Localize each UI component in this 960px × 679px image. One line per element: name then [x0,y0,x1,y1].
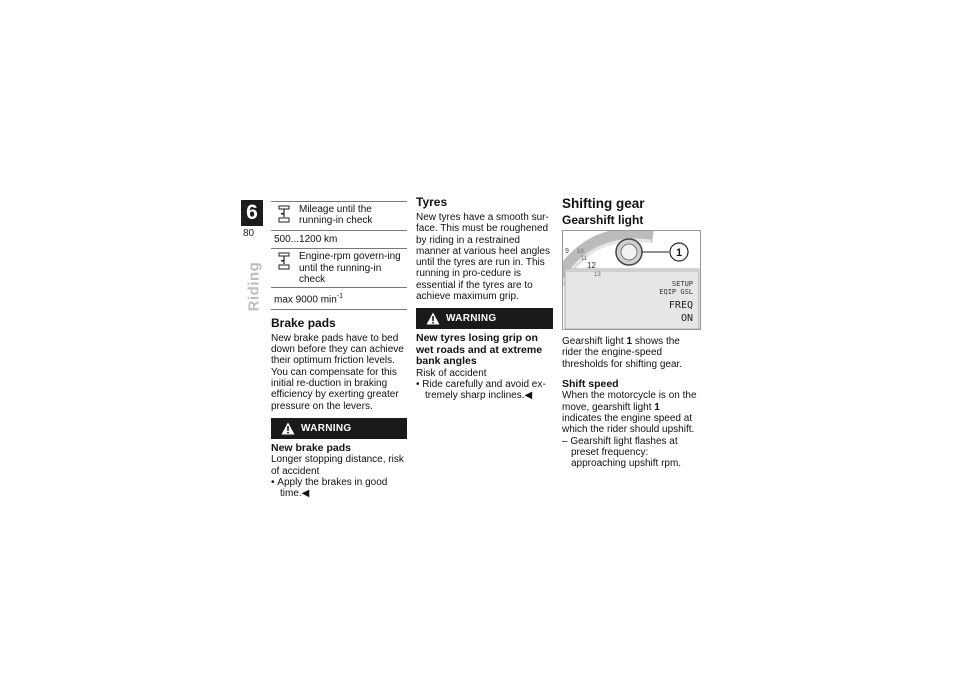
table-label: Mileage until the running-in check [299,204,373,227]
list-item [271,477,407,500]
body-text: When the motorcycle is on the move, gearshift light [562,390,697,413]
column-2 [416,196,553,402]
tyres-body: New tyres have a smooth sur-face. This must be roughened by riding in a restrained manner at various heel angles until the tyres are run in. This running in pro-cedure is essential if the tyres are to achieve maximum grip. [416,212,550,303]
bullet-text: Ride carefully and avoid ex-tremely sharp inclines. [422,379,546,402]
tyres-heading: Tyres [416,195,448,209]
display-setting-value: ON [680,313,693,324]
warning-title: New tyres losing grip on wet roads and at extreme bank angles [416,332,543,368]
rpm-unit-exponent: -1 [336,293,344,301]
running-in-table [271,201,407,310]
warning-title: New brake pads [271,441,351,454]
section-tab-label: Riding [245,261,263,312]
table-label: Engine-rpm govern-ing until the running-in check [299,251,401,285]
warning-triangle-icon [281,422,295,435]
shift-speed-heading: Shift speed [562,377,619,390]
bullet-marker: • [416,379,423,391]
bullet-marker: • [271,476,278,488]
warning-triangle-icon [426,312,440,325]
warning-text: Risk of accident [416,367,487,379]
table-row [271,202,407,231]
gearshift-light-subheading: Gearshift light [562,213,644,227]
warning-banner [416,308,553,329]
brake-pads-heading: Brake pads [271,315,336,330]
rpm-gauge-icon [278,252,290,270]
instrument-cluster-figure [562,230,701,330]
warning-label: WARNING [301,422,352,434]
display-menu-line: EQIP GSL [659,288,693,296]
warning-text: Longer stopping distance, risk of accident [271,454,404,477]
rpm-gauge-icon [278,205,290,223]
brake-pads-body: New brake pads have to bed down before they can achieve their optimum friction levels. You can compensate for this initial re-duction in braking efficiency by exerting greater pressure on the levers. [271,332,404,412]
column-1 [271,201,407,500]
callout-number: 1 [675,247,683,259]
bullet-text: Apply the brakes in good time. [277,476,388,500]
column-3 [562,196,699,469]
shift-speed-body [562,390,699,435]
caption-ref-number: 1 [626,336,633,347]
list-item [562,436,699,470]
table-value: 500...1200 km [271,231,407,249]
tick-label: 13 [594,272,601,278]
tick-label: 9 [565,248,569,255]
tick-label: 12 [587,261,596,270]
rpm-limit-value: max 9000 min [274,294,337,306]
end-mark-icon: ◀ [301,488,310,500]
warning-label: WARNING [446,313,497,325]
dash-text: Gearshift light flashes at preset frequency: approaching upshift rpm. [570,435,682,470]
instrument-cluster-illustration [563,231,700,329]
display-menu-line: SETUP [671,280,693,288]
tick-label: 10 [577,249,584,255]
shifting-gear-heading: Shifting gear [562,196,645,211]
list-item [416,379,553,402]
page-number: 80 [243,228,255,239]
caption-text: Gearshift light [562,336,627,347]
end-mark-icon: ◀ [524,390,533,402]
figure-caption [562,336,699,370]
tick-label: 11 [581,256,588,262]
caption-text: shows the rider the engine-speed thresholds for shifting gear. [562,336,683,370]
dash-marker: – [562,435,571,447]
table-row [271,249,407,288]
chapter-number-badge: 6 [241,200,263,226]
body-text: indicates the engine speed at which the rider should upshift. [562,412,695,436]
table-value [271,288,407,310]
body-ref-number: 1 [654,401,660,413]
display-setting-name: FREQ [668,300,693,311]
warning-banner [271,418,407,439]
